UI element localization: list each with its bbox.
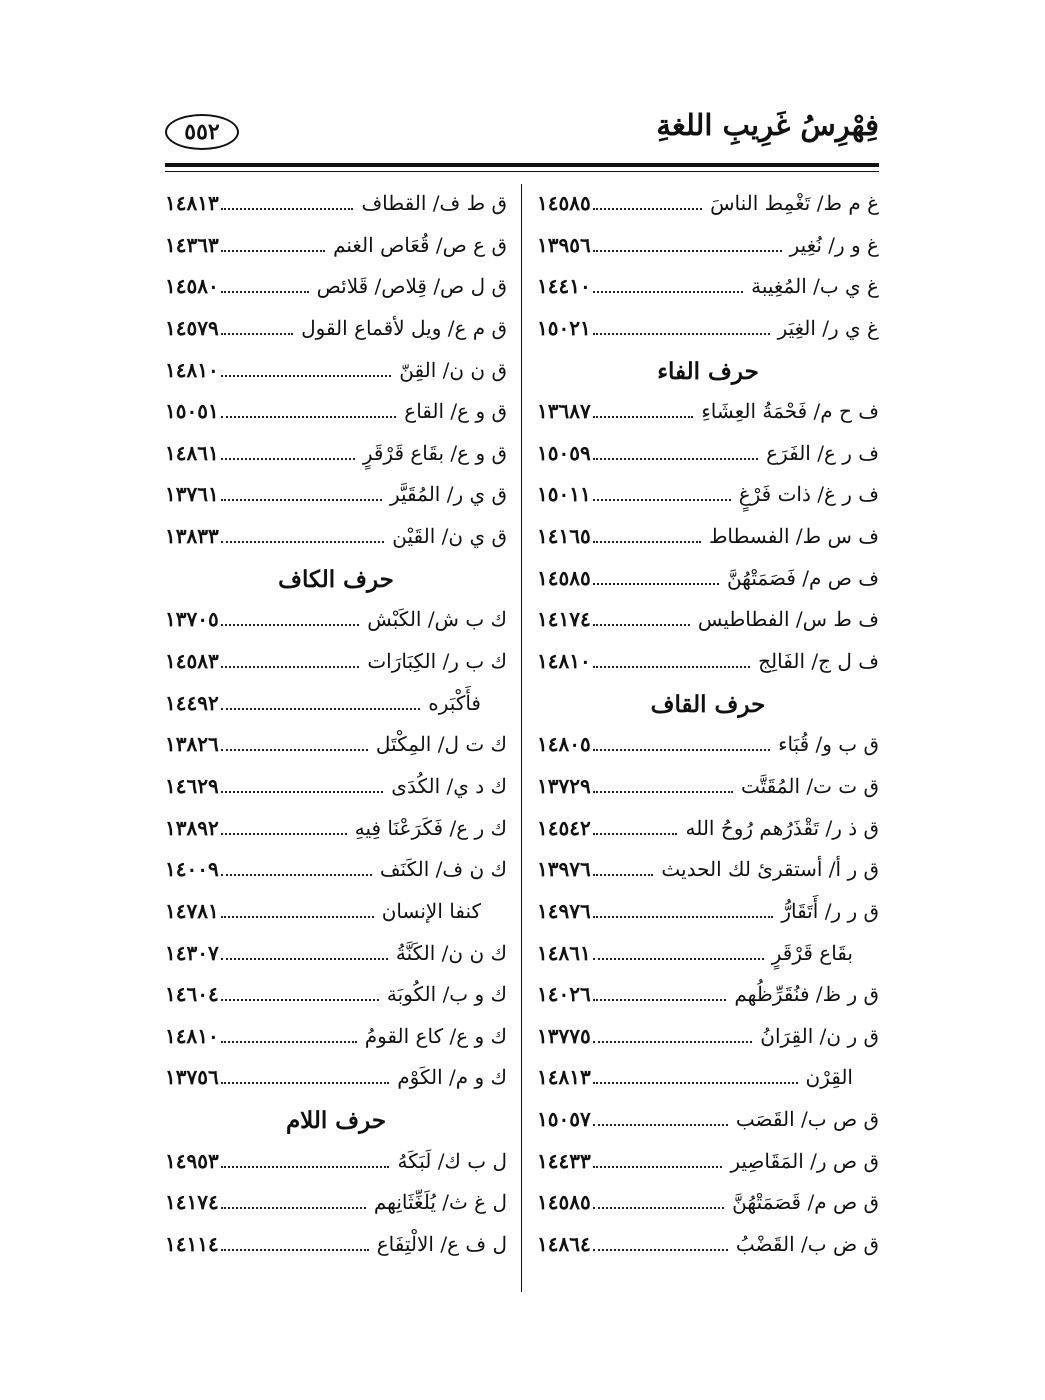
index-entry bbox=[537, 894, 879, 936]
dot-leader bbox=[221, 1082, 389, 1084]
dot-leader bbox=[221, 250, 325, 252]
entry-hadith-number: ١٤٨١٣ bbox=[165, 191, 219, 215]
dot-leader bbox=[593, 583, 719, 585]
entry-word: ك ر ع/ فَكَرَعْنَا فِيهِ bbox=[354, 815, 507, 840]
index-entry bbox=[537, 602, 879, 644]
entry-word: ق ر أ/ أستقرئ لك الحديث bbox=[661, 857, 879, 882]
dot-leader bbox=[593, 416, 693, 418]
entry-hadith-number: ١٤١١٤ bbox=[165, 1232, 219, 1257]
entry-hadith-number: ١٤٨١٠ bbox=[537, 649, 591, 674]
entry-word: ك ب ر/ الكِبَارَات bbox=[367, 649, 507, 674]
entry-hadith-number: ١٣٨٣٣ bbox=[165, 524, 219, 549]
dot-leader bbox=[593, 916, 773, 918]
dot-leader bbox=[221, 708, 420, 710]
letter-section-heading bbox=[165, 561, 507, 603]
page-number-badge: ٥٥٢ bbox=[165, 114, 239, 150]
index-entry bbox=[165, 186, 507, 228]
entry-word: كنفا الإنسان bbox=[381, 898, 481, 923]
entry-hadith-number: ١٣٧٦١ bbox=[165, 482, 219, 507]
index-entry bbox=[537, 477, 879, 519]
dot-leader bbox=[221, 1207, 366, 1209]
dot-leader bbox=[221, 499, 382, 501]
entry-hadith-number: ١٥٠٥١ bbox=[165, 399, 219, 424]
entry-hadith-number: ١٤٨٦١ bbox=[537, 940, 591, 965]
entry-word: ل غ ث/ يُلَغِّثَانِهم bbox=[373, 1190, 507, 1215]
dot-leader bbox=[593, 1124, 728, 1126]
dot-leader bbox=[221, 458, 355, 460]
index-entry bbox=[165, 436, 507, 478]
dot-leader bbox=[221, 666, 359, 668]
entry-word: ك ب ش/ الكَبْش bbox=[367, 607, 507, 632]
entry-hadith-number: ١٤١٦٥ bbox=[537, 524, 591, 549]
index-entry bbox=[537, 519, 879, 561]
entry-hadith-number: ١٣٧٧٥ bbox=[537, 1023, 591, 1048]
index-entry bbox=[537, 228, 879, 270]
letter-section-heading bbox=[537, 686, 879, 728]
dot-leader bbox=[593, 208, 702, 210]
entry-hadith-number: ١٤٨١٠ bbox=[165, 357, 219, 382]
index-entry bbox=[537, 1185, 879, 1227]
entry-word: القِرْن bbox=[805, 1065, 853, 1090]
entry-hadith-number: ١٤٤٩٢ bbox=[165, 690, 219, 715]
index-entry bbox=[165, 269, 507, 311]
header-rule-thin bbox=[165, 171, 879, 172]
dot-leader bbox=[593, 791, 733, 793]
entry-word: ل ف ع/ الالْتِفَاع bbox=[376, 1232, 507, 1257]
letter-section-heading bbox=[537, 353, 879, 395]
dot-leader bbox=[593, 499, 731, 501]
entry-hadith-number: ١٣٧٢٩ bbox=[537, 773, 591, 798]
entry-word: ق ن ن/ القِنّ bbox=[399, 357, 507, 382]
entry-word: غ ي ب/ المُغِيبة bbox=[751, 274, 879, 299]
dot-leader bbox=[221, 749, 368, 751]
index-entry bbox=[165, 977, 507, 1019]
index-entry bbox=[165, 1019, 507, 1061]
entry-hadith-number: ١٤٠٢٦ bbox=[537, 982, 591, 1007]
entry-word: ك و ب/ الكُوبَة bbox=[386, 982, 507, 1007]
index-entry bbox=[537, 977, 879, 1019]
entry-hadith-number: ١٤٩٧٦ bbox=[537, 898, 591, 923]
entry-hadith-number: ١٤٨٠٥ bbox=[537, 732, 591, 757]
index-entry bbox=[165, 936, 507, 978]
entry-word: ف س ط/ الفسطاط bbox=[708, 524, 879, 549]
header-rule-thick bbox=[165, 163, 879, 167]
letter-section-heading bbox=[165, 1102, 507, 1144]
entry-word: بقَاع قَرْقَرٍ bbox=[771, 940, 853, 965]
index-entry bbox=[537, 394, 879, 436]
running-title: فِهْرِسُ غَرِيبِ اللغةِ bbox=[656, 108, 879, 142]
entry-word: ق ي ن/ القَيْن bbox=[392, 524, 507, 549]
index-column-left bbox=[165, 186, 507, 1269]
index-entry bbox=[537, 436, 879, 478]
entry-word: ق ل ص/ قِلاص/ قَلائص bbox=[316, 274, 507, 299]
entry-word: ق ع ص/ قُعَاص الغنم bbox=[333, 232, 507, 257]
index-entry bbox=[165, 686, 507, 728]
entry-hadith-number: ١٥٠٥٧ bbox=[537, 1107, 591, 1132]
section-heading-text: حرف الفاء bbox=[657, 357, 759, 385]
entry-hadith-number: ١٥٠١١ bbox=[537, 482, 591, 507]
index-entry bbox=[165, 1144, 507, 1186]
dot-leader bbox=[221, 916, 374, 918]
entry-hadith-number: ١٣٦٨٧ bbox=[537, 399, 591, 424]
index-entry bbox=[165, 727, 507, 769]
entry-hadith-number: ١٤٩٥٣ bbox=[165, 1148, 219, 1173]
entry-word: ف ر ع/ الفَرَع bbox=[766, 440, 879, 465]
index-entry bbox=[165, 1185, 507, 1227]
entry-hadith-number: ١٤١٧٤ bbox=[537, 607, 591, 632]
dot-leader bbox=[221, 791, 383, 793]
dot-leader bbox=[221, 291, 309, 293]
entry-word: ق ر ر/ أَتَقَارُّ bbox=[781, 898, 879, 923]
dot-leader bbox=[593, 333, 770, 335]
entry-hadith-number: ١٤٥٨٥ bbox=[537, 565, 591, 590]
entry-hadith-number: ١٣٩٥٦ bbox=[537, 232, 591, 257]
index-entry bbox=[537, 1102, 879, 1144]
index-entry bbox=[165, 602, 507, 644]
dot-leader bbox=[593, 666, 750, 668]
dot-leader bbox=[593, 1041, 752, 1043]
entry-word: ك ن ن/ الكَنَّةُ bbox=[395, 940, 507, 965]
entry-word: ق ص ر/ المَقَاصِير bbox=[730, 1148, 879, 1173]
entry-word: ك ن ف/ الكَنَف bbox=[379, 857, 507, 882]
index-entry bbox=[537, 727, 879, 769]
dot-leader bbox=[593, 458, 758, 460]
dot-leader bbox=[593, 749, 770, 751]
dot-leader bbox=[221, 333, 293, 335]
entry-hadith-number: ١٤٥٨٥ bbox=[537, 1190, 591, 1215]
entry-hadith-number: ١٣٧٠٥ bbox=[165, 607, 219, 632]
entry-word: ق ب و/ قُبَاء bbox=[778, 732, 879, 757]
dot-leader bbox=[221, 958, 388, 960]
dot-leader bbox=[221, 1041, 357, 1043]
entry-word: ف ل ج/ الفَالِج bbox=[758, 649, 879, 674]
dot-leader bbox=[221, 874, 372, 876]
entry-hadith-number: ١٤٧٨١ bbox=[165, 898, 219, 923]
dot-leader bbox=[221, 1249, 369, 1251]
index-entry bbox=[165, 1060, 507, 1102]
entry-word: ق ت ت/ المُقَتَّت bbox=[741, 773, 879, 798]
dot-leader bbox=[221, 541, 384, 543]
index-entry bbox=[165, 477, 507, 519]
entry-hadith-number: ١٤٤٣٣ bbox=[537, 1148, 591, 1173]
entry-hadith-number: ١٤٥٧٩ bbox=[165, 315, 219, 340]
index-entry bbox=[165, 519, 507, 561]
index-entry bbox=[165, 228, 507, 270]
dot-leader bbox=[221, 1166, 389, 1168]
dot-leader bbox=[593, 958, 764, 960]
entry-hadith-number: ١٤٠٠٩ bbox=[165, 857, 219, 882]
entry-word: ق ي ر/ المُقَيَّر bbox=[389, 482, 507, 507]
entry-hadith-number: ١٤٥٨٣ bbox=[165, 649, 219, 674]
entry-hadith-number: ١٤٨١٠ bbox=[165, 1023, 219, 1048]
entry-word: ك و م/ الكَوْم bbox=[397, 1065, 507, 1090]
entry-hadith-number: ١٣٨٩٢ bbox=[165, 815, 219, 840]
index-entry bbox=[537, 936, 879, 978]
index-entry bbox=[537, 1019, 879, 1061]
entry-word: غ و ر/ نُغِير bbox=[789, 232, 879, 257]
entry-word: غ م ط/ تَغْمِط الناسَ bbox=[710, 191, 879, 215]
index-entry bbox=[537, 269, 879, 311]
section-heading-text: حرف القاف bbox=[650, 690, 766, 718]
entry-hadith-number: ١٤٨٦٤ bbox=[537, 1232, 591, 1257]
entry-word: ف ح م/ فَحْمَةُ العِشَاءِ bbox=[701, 399, 879, 424]
dot-leader bbox=[221, 624, 359, 626]
entry-hadith-number: ١٤٨٦١ bbox=[165, 440, 219, 465]
entry-hadith-number: ١٥٠٢١ bbox=[537, 315, 591, 340]
page-header bbox=[165, 100, 879, 160]
dot-leader bbox=[593, 999, 726, 1001]
entry-word: ق و ع/ القاع bbox=[404, 399, 507, 424]
dot-leader bbox=[221, 208, 353, 210]
entry-hadith-number: ١٤٣٠٧ bbox=[165, 940, 219, 965]
index-entry bbox=[165, 811, 507, 853]
entry-hadith-number: ١٤٣٦٣ bbox=[165, 232, 219, 257]
entry-word: ف ص م/ فَصَمَتْهُنَّ bbox=[726, 565, 879, 590]
entry-word: غ ي ر/ الغِيَر bbox=[777, 315, 879, 340]
index-entry bbox=[537, 561, 879, 603]
dot-leader bbox=[593, 541, 701, 543]
entry-hadith-number: ١٤٦٢٩ bbox=[165, 773, 219, 798]
entry-hadith-number: ١٣٧٥٦ bbox=[165, 1065, 219, 1090]
dot-leader bbox=[593, 1207, 724, 1209]
section-heading-text: حرف الكاف bbox=[278, 565, 394, 593]
index-entry bbox=[537, 811, 879, 853]
entry-hadith-number: ١٤٥٤٢ bbox=[537, 815, 591, 840]
entry-hadith-number: ١٤٤١٠ bbox=[537, 274, 591, 299]
entry-word: فأَكْبَره bbox=[428, 690, 481, 715]
index-column-right bbox=[537, 186, 879, 1269]
dot-leader bbox=[221, 833, 347, 835]
dot-leader bbox=[221, 375, 391, 377]
entry-word: ف ر غ/ ذات فَرْغٍ bbox=[738, 482, 879, 507]
entry-hadith-number: ١٤٦٠٤ bbox=[165, 982, 219, 1007]
entry-hadith-number: ١٣٨٢٦ bbox=[165, 732, 219, 757]
entry-word: ق ص م/ قَصَمَتْهُنَّ bbox=[732, 1190, 879, 1215]
entry-word: ك د ي/ الكُدَى bbox=[391, 773, 507, 798]
entry-hadith-number: ١٤١٧٤ bbox=[165, 1190, 219, 1215]
dot-leader bbox=[593, 1082, 798, 1084]
dot-leader bbox=[221, 416, 396, 418]
entry-word: ق ط ف/ القطاف bbox=[361, 191, 507, 215]
entry-hadith-number: ١٥٠٥٩ bbox=[537, 440, 591, 465]
index-entry bbox=[537, 1227, 879, 1269]
index-entry bbox=[537, 186, 879, 228]
entry-hadith-number: ١٤٨١٣ bbox=[537, 1065, 591, 1090]
index-entry bbox=[165, 852, 507, 894]
dot-leader bbox=[593, 1166, 722, 1168]
entry-word: ق ر ظ/ فنُقَرِّظُهم bbox=[734, 982, 879, 1007]
entry-word: ل ب ك/ لَبَكَهُ bbox=[397, 1148, 507, 1173]
index-entry bbox=[165, 353, 507, 395]
index-entry bbox=[537, 769, 879, 811]
index-entry bbox=[165, 311, 507, 353]
index-entry bbox=[537, 311, 879, 353]
entry-hadith-number: ١٤٥٨٥ bbox=[537, 191, 591, 215]
entry-hadith-number: ١٣٩٧٦ bbox=[537, 857, 591, 882]
entry-word: ف ط س/ الفطاطيس bbox=[697, 607, 879, 632]
index-entry bbox=[537, 1060, 879, 1102]
dot-leader bbox=[593, 624, 690, 626]
dot-leader bbox=[593, 291, 743, 293]
dot-leader bbox=[593, 1249, 728, 1251]
index-entry bbox=[165, 894, 507, 936]
index-entry bbox=[165, 769, 507, 811]
index-entry bbox=[165, 644, 507, 686]
entry-word: ق و ع/ بقَاع قَرْقَرٍ bbox=[362, 440, 507, 465]
index-entry bbox=[537, 852, 879, 894]
index-entry bbox=[537, 1144, 879, 1186]
dot-leader bbox=[221, 999, 379, 1001]
index-entry bbox=[537, 644, 879, 686]
entry-word: ك و ع/ كاع القومُ bbox=[364, 1023, 507, 1048]
entry-word: ق ذ ر/ تَقْذَرُهم رُوحُ الله bbox=[685, 815, 879, 840]
index-entry bbox=[165, 1227, 507, 1269]
entry-hadith-number: ١٤٥٨٠ bbox=[165, 274, 219, 299]
entry-word: ك ت ل/ المِكْتَل bbox=[375, 732, 507, 757]
index-entry bbox=[165, 394, 507, 436]
dot-leader bbox=[593, 874, 653, 876]
entry-word: ق م ع/ ويل لأقماع القول bbox=[301, 315, 507, 340]
section-heading-text: حرف اللام bbox=[285, 1107, 387, 1135]
entry-word: ق ر ن/ القِرَانُ bbox=[760, 1023, 879, 1048]
entry-word: ق ص ب/ القَصَب bbox=[735, 1107, 879, 1132]
dot-leader bbox=[593, 250, 782, 252]
entry-word: ق ض ب/ القَضْبُ bbox=[735, 1232, 879, 1257]
dot-leader bbox=[593, 833, 677, 835]
column-divider bbox=[521, 184, 522, 1292]
